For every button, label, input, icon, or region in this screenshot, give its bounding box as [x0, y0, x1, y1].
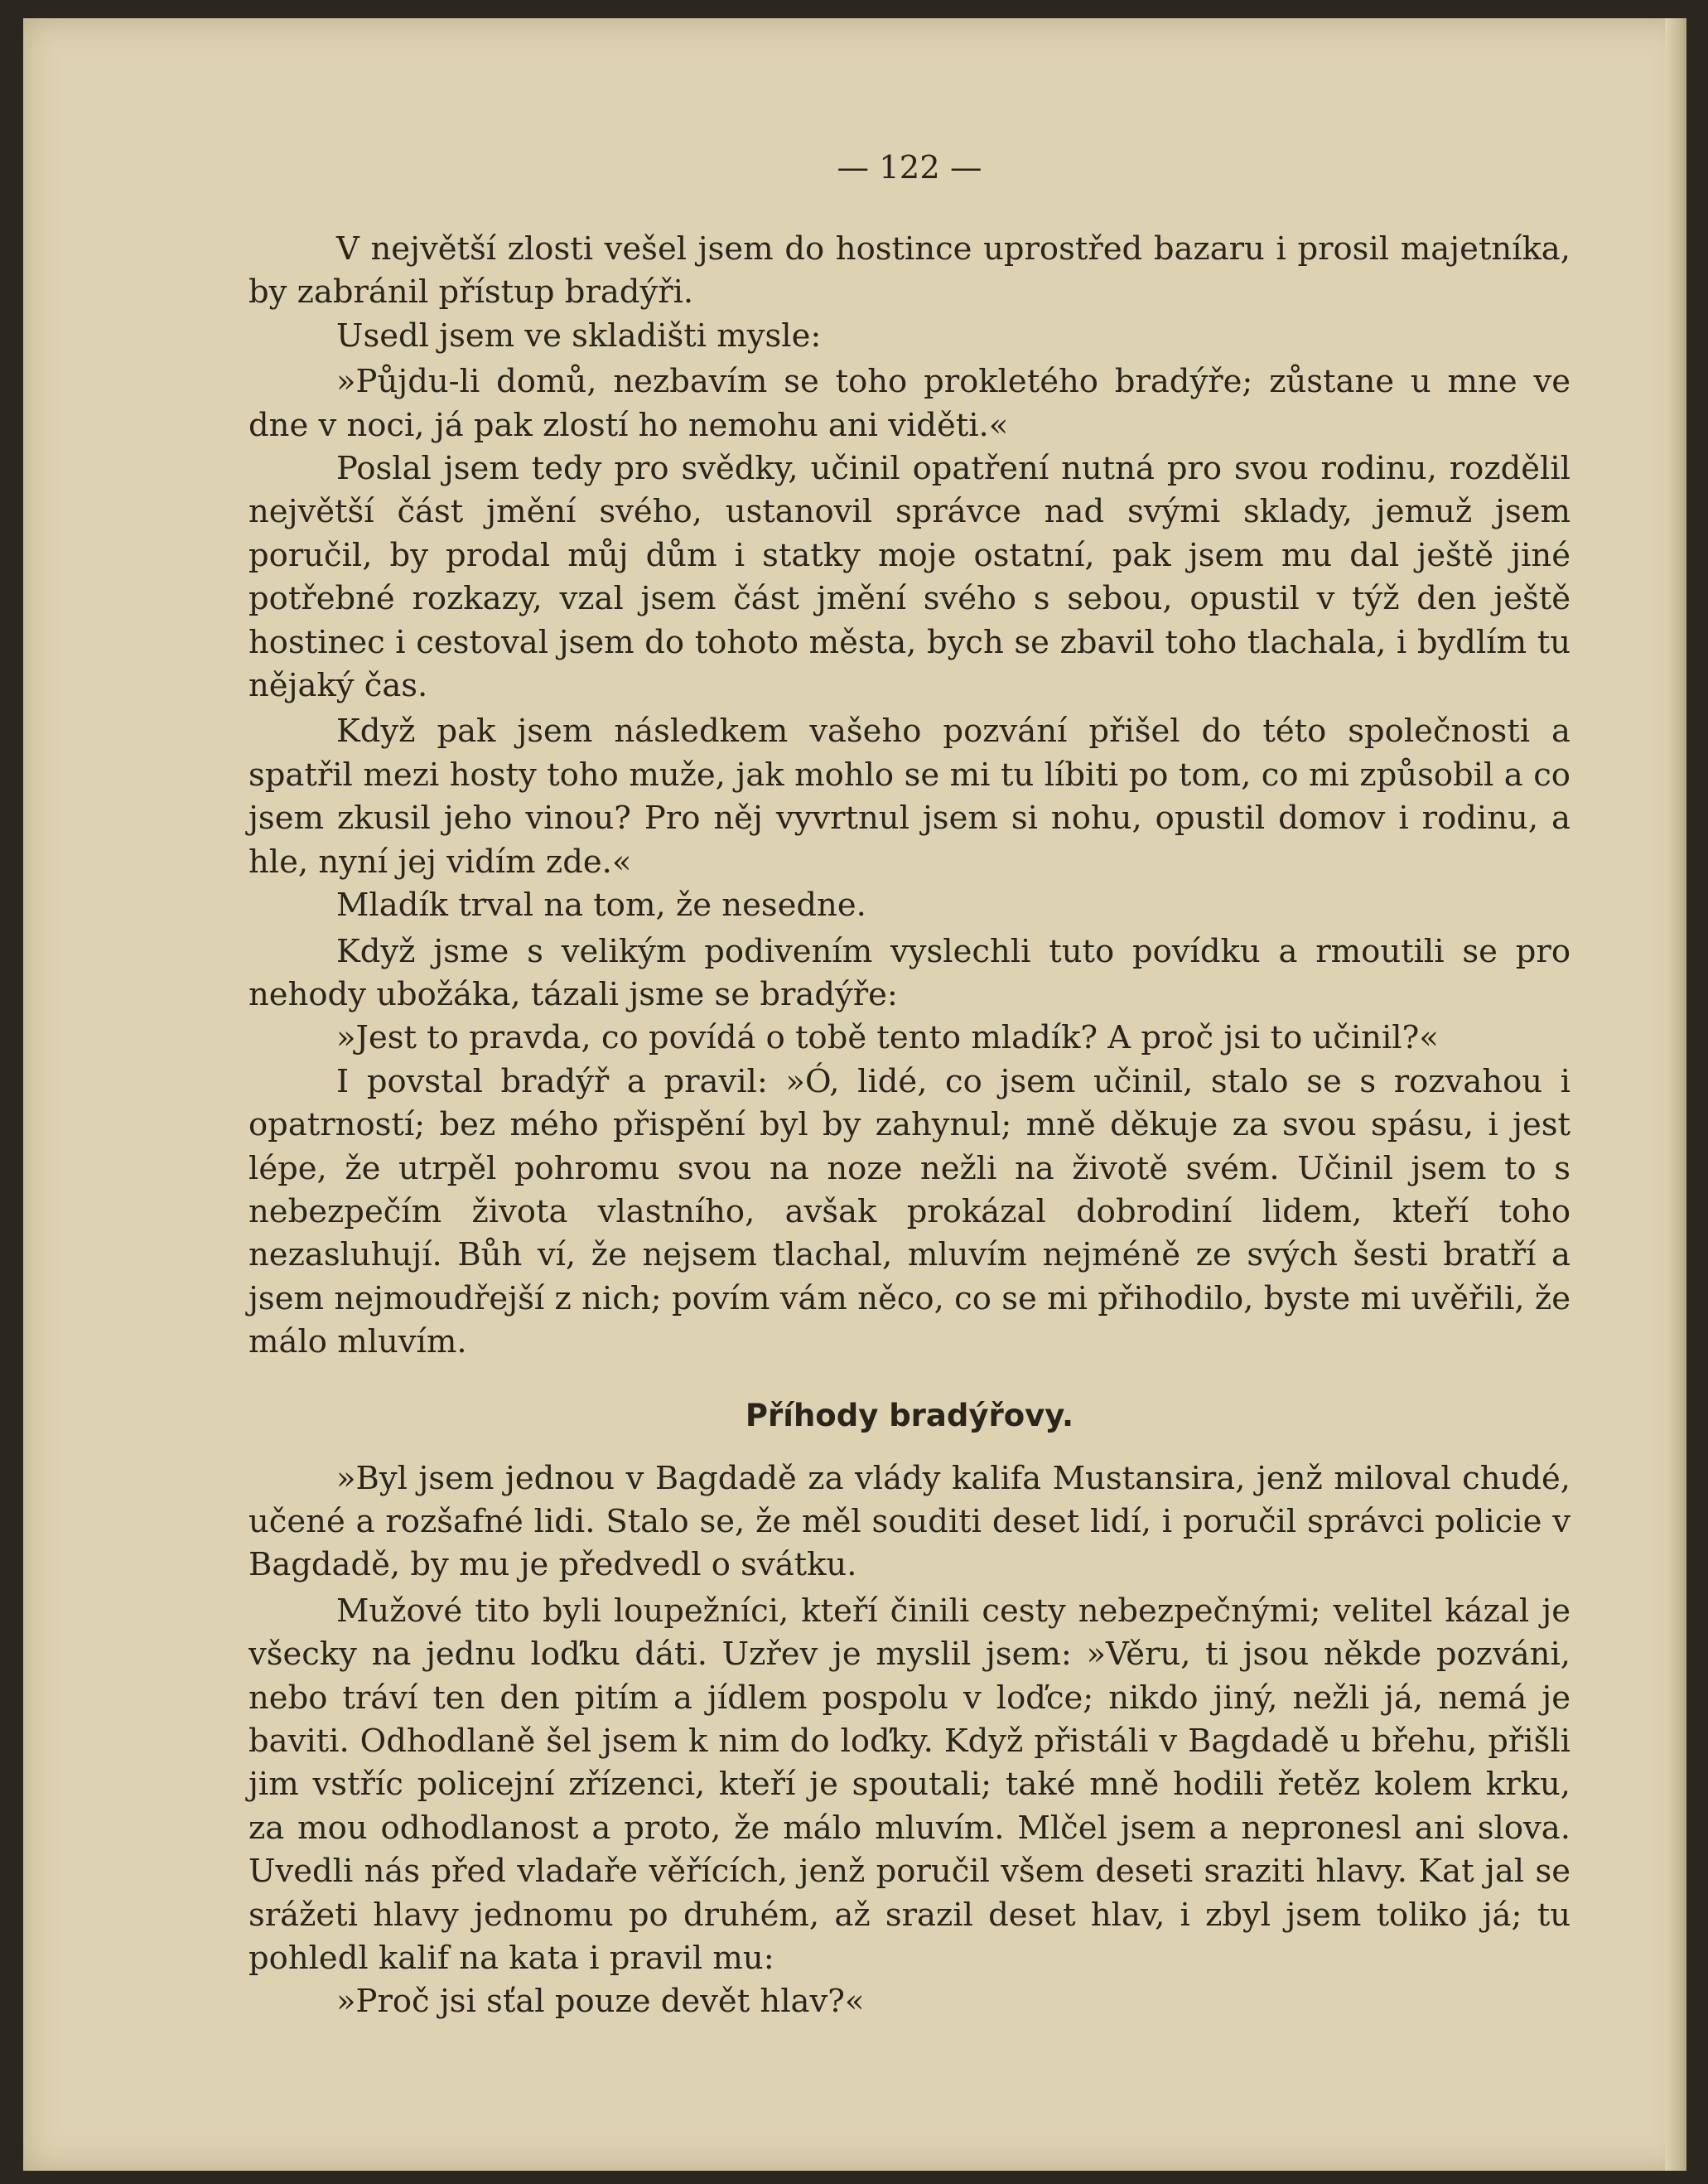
- paragraph: Usedl jsem ve skladišti mysle:: [336, 316, 822, 355]
- paragraph: »Jest to pravda, co povídá o tobě tento mladík? A proč jsi to učinil?«: [336, 1019, 1439, 1057]
- paragraph: Když jsme s velikým podivením vyslechli tuto povídku a rmoutili se pro nehody ubožáka, tázali jsme se bradýře:: [248, 932, 1570, 1013]
- page-number: — 122 —: [837, 149, 982, 186]
- book-page: [23, 18, 1686, 2171]
- paragraph: Poslal jsem tedy pro svědky, učinil opatření nutná pro svou rodinu, rozdělil největší část jmění svého, ustanovil správce nad svými sklady, jemuž jsem poručil, by prodal můj dům i statky moje ostatní, pak jsem mu dal ještě jiné potřebné rozkazy, vzal jsem část jmění svého s sebou, opustil v týž den ještě hostinec i cestoval jsem do tohoto města, bych se zbavil toho tlachala, i bydlím tu nějaký čas.: [248, 450, 1570, 705]
- paragraph: »Půjdu-li domů, nezbavím se toho prokletého bradýře; zůstane u mne ve dne v noci, já pak zlostí ho nemohu ani viděti.«: [248, 363, 1570, 444]
- text-body: [248, 147, 1570, 2024]
- paragraph: »Proč jsi sťal pouze devět hlav?«: [336, 1983, 865, 2021]
- paragraph: Mužové tito byli loupežníci, kteří činili cesty nebezpečnými; velitel kázal je všecky na jednu loďku dáti. Uzřev je myslil jsem: »Věru, ti jsou někde pozváni, nebo tráví ten den pitím a jídlem pospolu v loďce; nikdo jiný, nežli já, nemá je baviti. Odhodlaně šel jsem k nim do loďky. Když přistáli v Bagdadě u břehu, přišli jim vstříc policejní zřízenci, kteří je spoutali; také mně hodili řetěz kolem krku, za mou odhodlanost a proto, že málo mluvím. Mlčel jsem a nepronesl ani slova. Uvedli nás před vladaře věřících, jenž poručil všem deseti sraziti hlavy. Kat jal se srážeti hlavy jednomu po druhém, až srazil deset hlav, i zbyl jsem toliko já; tu pohledl kalif na kata i pravil mu:: [248, 1592, 1570, 1978]
- paragraph: Mladík trval na tom, že nesedne.: [336, 887, 866, 925]
- paragraph: I povstal bradýř a pravil: »Ó, lidé, co jsem učinil, stalo se s rozvahou i opatrností; bez mého přispění byl by zahynul; mně děkuje za svou spásu, i jest lépe, že utrpěl pohromu svou na noze nežli na životě svém. Učinil jsem to s nebezpečím života vlastního, avšak prokázal dobrodiní lidem, kteří toho nezasluhují. Bůh ví, že nejsem tlachal, mluvím nejméně ze svých šesti bratří a jsem nejmoudřejší z nich; povím vám něco, co se mi přihodilo, byste mi uvěřili, že málo mluvím.: [248, 1062, 1570, 1361]
- section-heading: Příhody bradýřovy.: [745, 1397, 1074, 1433]
- paragraph: »Byl jsem jednou v Bagdadě za vlády kalifa Mustansira, jenž miloval chudé, učené a rozšafné lidi. Stalo se, že měl souditi deset lidí, i poručil správci policie v Bagdadě, by mu je předvedl o svátku.: [248, 1459, 1570, 1584]
- paragraph: V největší zlosti vešel jsem do hostince uprostřed bazaru i prosil majetníka, by zabránil přístup bradýři.: [248, 230, 1570, 312]
- paragraph: Když pak jsem následkem vašeho pozvání přišel do této společnosti a spatřil mezi hosty toho muže, jak mohlo se mi tu líbiti po tom, co mi způsobil a co jsem zkusil jeho vinou? Pro něj vyvrtnul jsem si nohu, opustil domov i rodinu, a hle, nyní jej vidím zde.«: [248, 713, 1570, 881]
- page-edge: [1665, 18, 1686, 2171]
